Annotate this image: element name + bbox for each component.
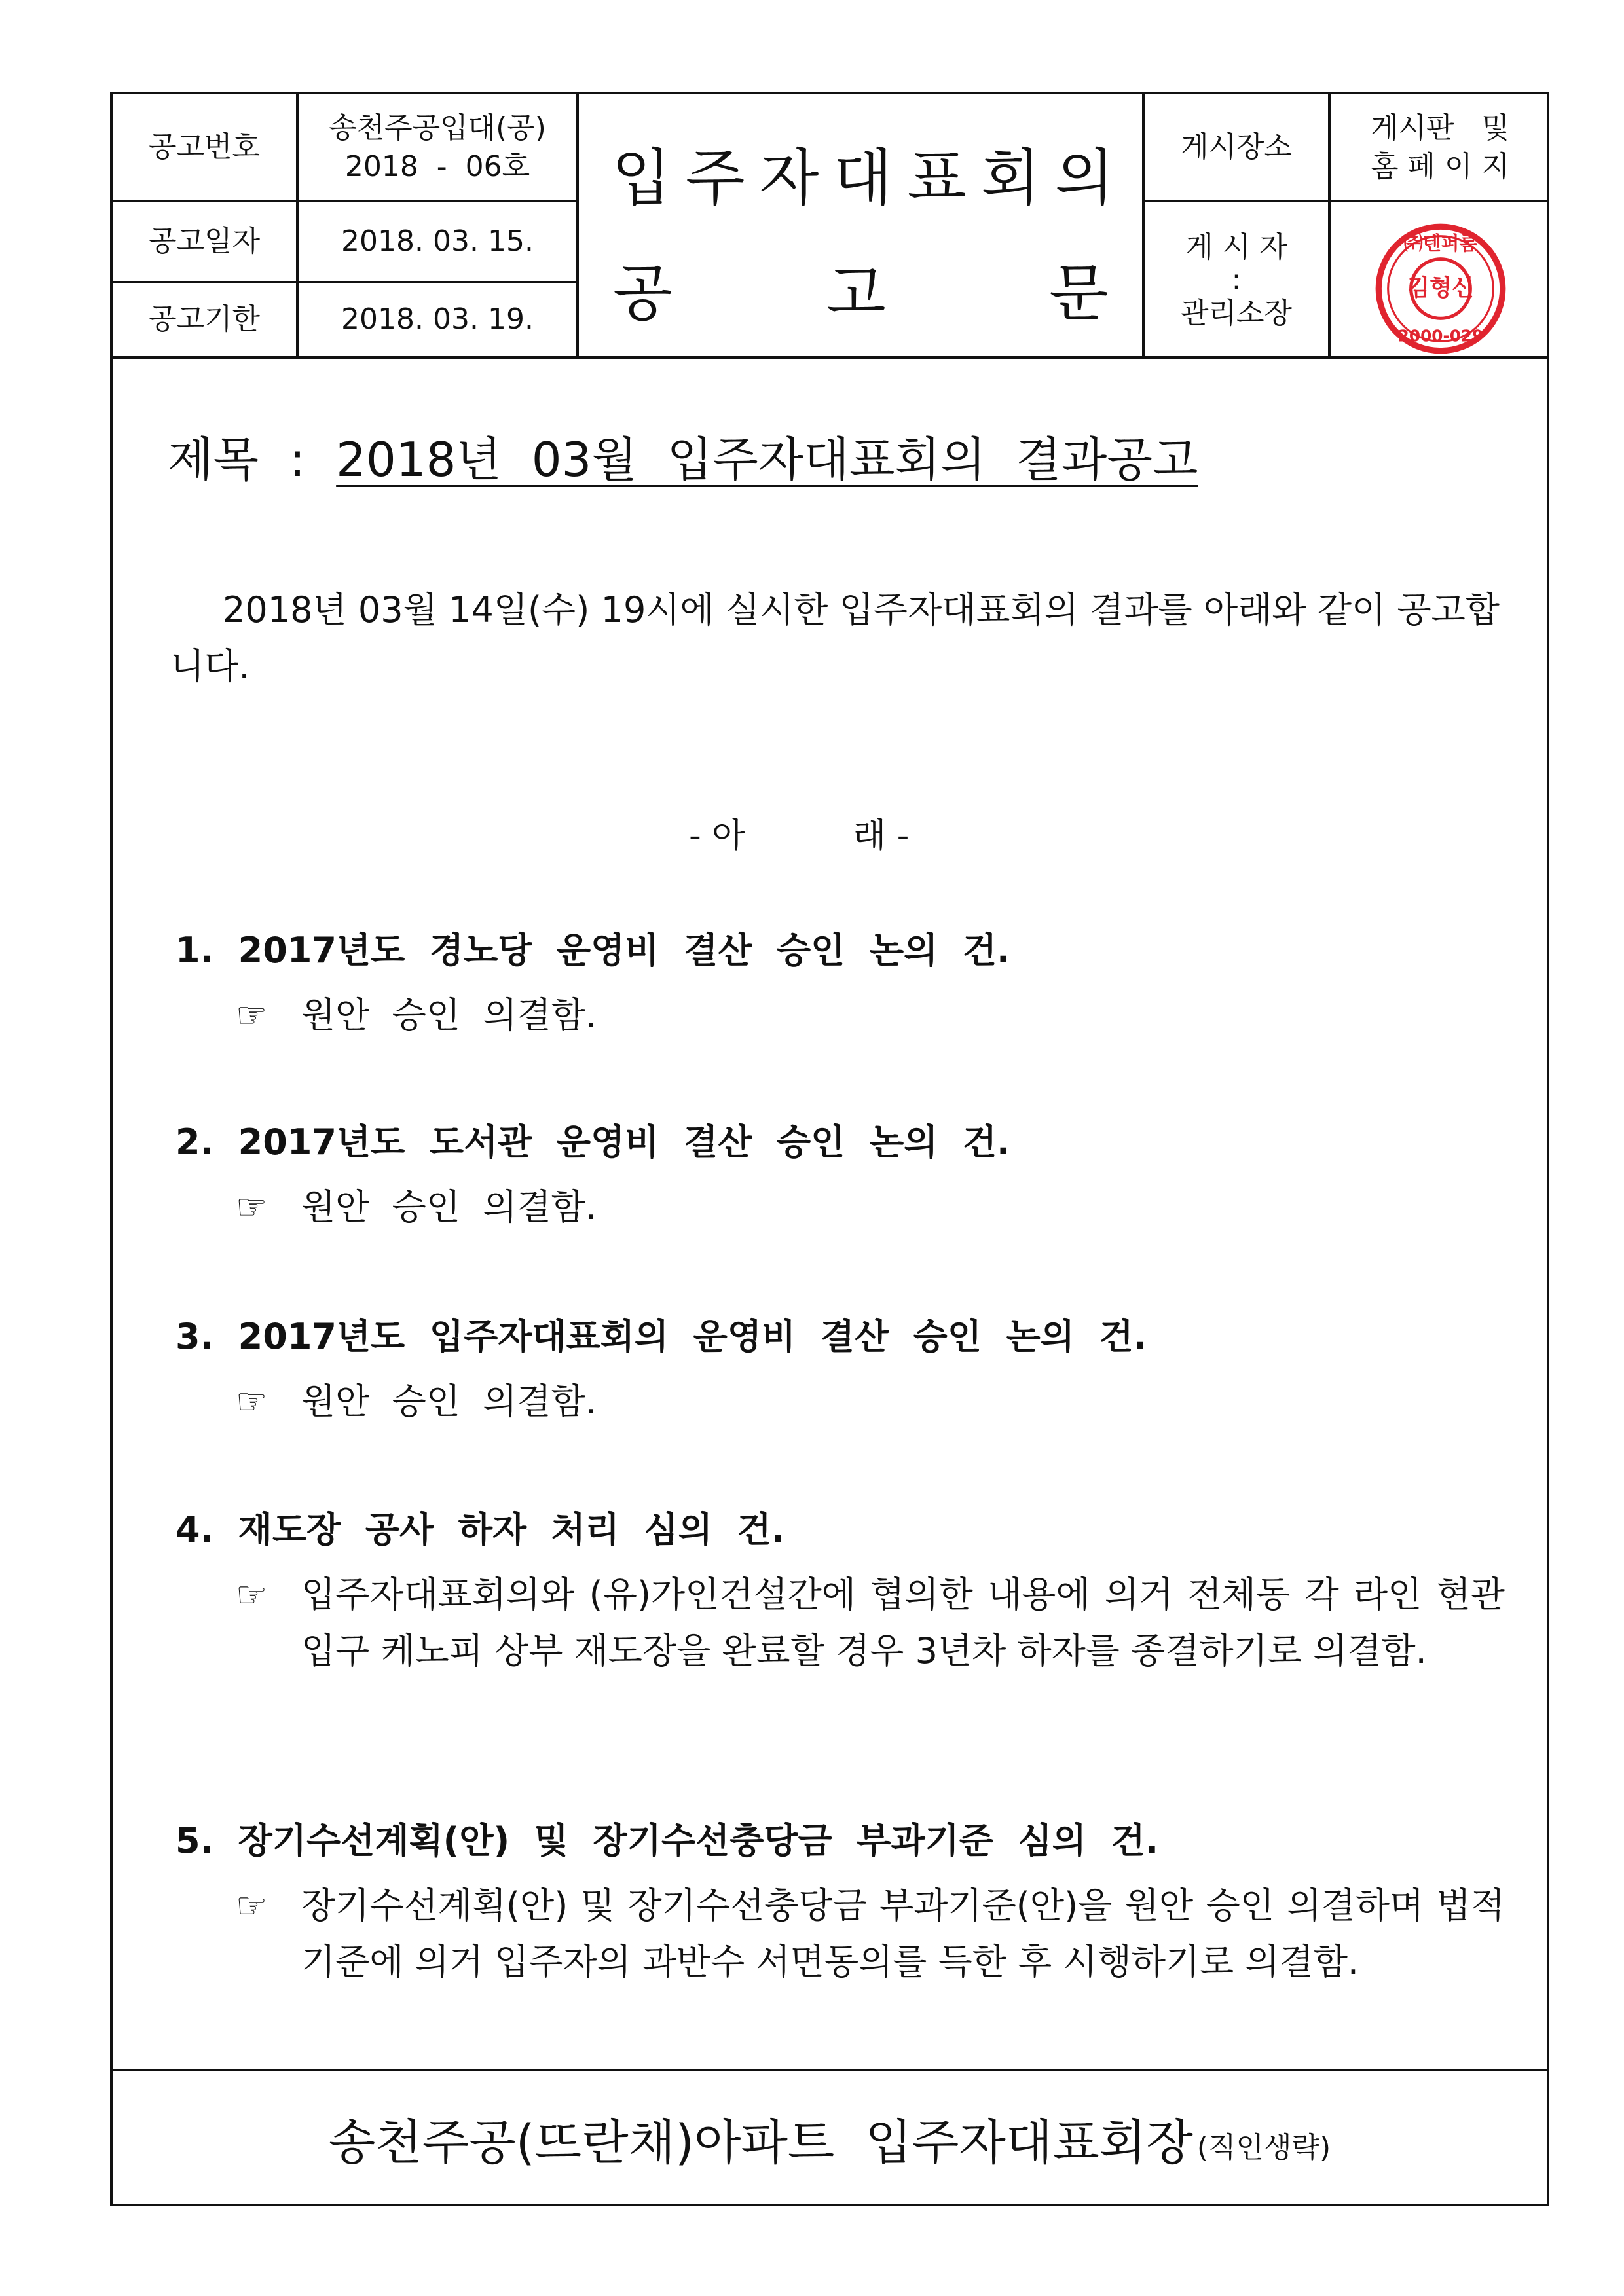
signature-footer [113,2069,1547,2206]
agenda-heading: 4. 재도장 공사 하자 처리 심의 건. [175,1509,785,1550]
agenda-heading: 2. 2017년도 도서관 운영비 결산 승인 논의 건. [175,1121,1010,1163]
place-label: 게시장소 [1180,130,1292,164]
agenda-result: 원안 승인 의결함. [301,994,597,1036]
subject-separator: : [289,432,306,487]
notice-date-label: 공고일자 [148,225,260,259]
agenda-result: 입주자대표회의와 (유)가인건설간에 협의한 내용에 의거 전체동 각 라인 현관 입구 케노피 상부 재도장을 완료할 경우 3년차 하자를 종결하기로 의결함. [301,1574,1505,1672]
notice-title-word-1: 공 [613,258,673,329]
svg-text:김형신: 김형신 [1407,274,1474,302]
agenda-item [175,1114,1505,1235]
pointing-hand-icon: ☞ [236,1381,268,1422]
divider [576,94,579,359]
agenda-result: 원안 승인 의결함. [301,1381,597,1422]
subject-line [168,422,1198,490]
agenda-heading: 5. 장기수선계획(안) 및 장기수선충당금 부과기준 심의 건. [175,1820,1159,1861]
official-seal-stamp [1373,221,1508,356]
deadline-label: 공고기한 [148,302,260,337]
notice-title-word-3: 문 [1049,258,1109,329]
place-value-2: 홈 페 이 지 [1371,150,1509,183]
poster-label-sep: : [1231,263,1242,297]
place-value [1331,94,1549,200]
agenda-item [175,1502,1505,1680]
agenda-heading: 3. 2017년도 입주자대표회의 운영비 결산 승인 논의 건. [175,1316,1147,1357]
agenda-result: 장기수선계획(안) 및 장기수선충당금 부과기준(안)을 원안 승인 의결하며 법적기준에 의거 입주자의 과반수 서면동의를 득한 후 시행하기로 의결함. [301,1885,1505,1983]
notice-date-value: 2018. 03. 15. [341,225,534,259]
notice-title-line1: 입주자대표회의 [612,143,1129,214]
signature-note: (직인생략) [1196,2131,1331,2164]
header-table [113,94,1547,359]
svg-text:2000-029: 2000-029 [1397,326,1484,346]
pointing-hand-icon: ☞ [236,1574,268,1615]
poster-label-1: 게 시 자 [1185,230,1287,264]
subject-label: 제목 [168,432,259,487]
notice-no-label: 공고번호 [148,130,260,164]
deadline-value: 2018. 03. 19. [341,302,534,337]
agenda-item [175,922,1505,1044]
signature-text: 송천주공(뜨란채)아파트 입주자대표회장 [328,2115,1193,2171]
ahrae-heading: - 아 래 - [689,816,910,856]
agenda-heading: 1. 2017년도 경노당 운영비 결산 승인 논의 건. [175,930,1010,971]
intro-paragraph: 2018년 03월 14일(수) 19시에 실시한 입주자대표회의 결과를 아래와 같이 공고합니다. [170,589,1500,687]
notice-no-value [299,94,576,200]
poster-label [1145,202,1328,359]
poster-label-2: 관리소장 [1180,296,1292,330]
agenda-result: 원안 승인 의결함. [301,1186,597,1228]
notice-title-word-2: 고 [826,258,886,329]
svg-text:㈜텐퍼롬: ㈜텐퍼롬 [1403,232,1478,255]
pointing-hand-icon: ☞ [236,1186,268,1228]
pointing-hand-icon: ☞ [236,1885,268,1926]
notice-frame [110,92,1549,2206]
place-value-1: 게시판 및 [1371,111,1509,145]
notice-no-value-1: 송천주공입대(공) [329,111,546,145]
notice-no-value-2: 2018 - 06호 [344,150,530,183]
agenda-item [175,1813,1505,1991]
pointing-hand-icon: ☞ [236,994,268,1036]
agenda-item [175,1309,1505,1430]
subject-value: 2018년 03월 입주자대표회의 결과공고 [336,432,1198,487]
